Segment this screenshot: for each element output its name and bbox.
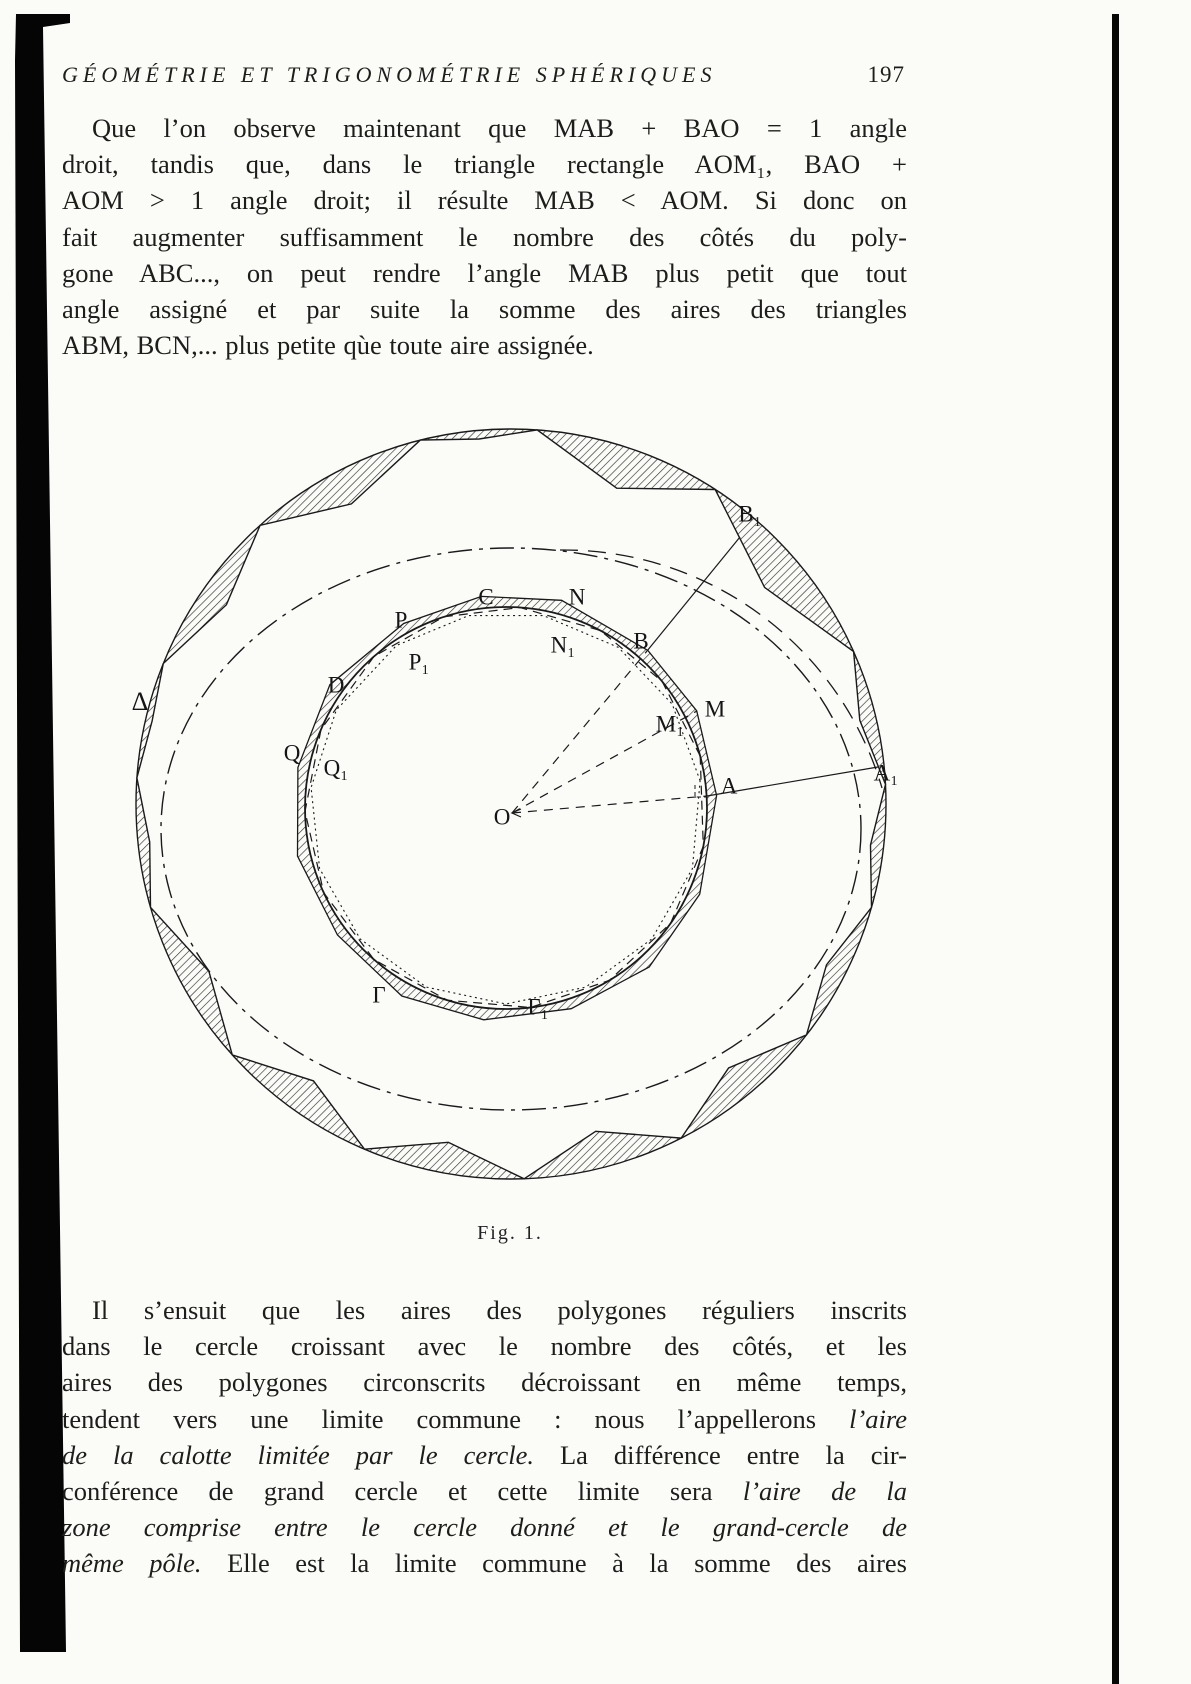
text-line xyxy=(62,110,907,146)
figure-label-C: C xyxy=(478,584,494,610)
text-segment: Elle est la limite commune à la somme des aires xyxy=(201,1548,907,1579)
page-number: 197 xyxy=(867,62,905,87)
text-segment: Que l’on observe maintenant que MAB + BAO = 1 angle xyxy=(92,113,907,143)
text-line xyxy=(62,1545,907,1581)
figure-caption: Fig. 1. xyxy=(477,1222,543,1244)
figure-label-A: A xyxy=(720,773,738,799)
text-segment: tendent vers une limite commune : nous l’appellerons xyxy=(62,1403,850,1434)
text-line xyxy=(62,219,907,255)
text-segment: fait augmenter suffisamment le nombre des côtés du poly- xyxy=(62,221,907,252)
text-line xyxy=(62,1292,907,1328)
text-segment: l’aire de la xyxy=(742,1476,908,1507)
text-segment: ABM, BCN,... plus petite qùe toute aire assignée. xyxy=(62,330,594,361)
figure-label-N1: N₁ xyxy=(550,632,576,658)
text-line xyxy=(62,255,907,291)
text-line xyxy=(62,1401,907,1437)
text-line xyxy=(62,1473,907,1509)
paragraph-2 xyxy=(62,1292,907,1582)
figure-label-N: N xyxy=(568,584,586,610)
figure-label-M: M xyxy=(704,696,726,722)
text-line xyxy=(62,1437,907,1473)
figure-label-B: B xyxy=(633,628,649,654)
text-segment: aires des polygones circonscrits décroissant en même temps, xyxy=(62,1367,907,1398)
text-segment: droit, tandis que, dans le triangle rectangle AOM₁, BAO + xyxy=(62,149,907,180)
text-line xyxy=(62,1364,907,1400)
text-segment: angle assigné et par suite la somme des aires des triangles xyxy=(62,294,907,325)
figure-1 xyxy=(110,415,910,1260)
text-segment: zone comprise entre le cercle donné et le grand-cercle de xyxy=(62,1512,907,1543)
text-line xyxy=(62,182,907,218)
text-segment: La différence entre la cir- xyxy=(533,1439,907,1470)
text-line xyxy=(62,1509,907,1545)
text-segment: même pôle. xyxy=(62,1548,202,1579)
scan-artifact-right-bar xyxy=(1112,14,1119,1684)
figure-label-Gamma: Γ xyxy=(372,982,386,1008)
text-line xyxy=(62,291,907,327)
text-segment: gone ABC..., on peut rendre l’angle MAB plus petit que tout xyxy=(62,257,907,288)
text-segment: dans le cercle croissant avec le nombre des côtés, et les xyxy=(62,1331,907,1362)
figure-label-B1: B₁ xyxy=(738,501,762,527)
text-segment: de la calotte limitée par le cercle. xyxy=(62,1439,534,1470)
figure-label-delta: Δ xyxy=(131,687,149,716)
running-title: GÉOMÉTRIE ET TRIGONOMÉTRIE SPHÉRIQUES xyxy=(62,62,717,87)
figure-label-A1: A₁ xyxy=(873,760,899,786)
text-segment: l’aire xyxy=(849,1403,907,1434)
text-segment: conférence de grand cercle et cette limite sera xyxy=(62,1476,743,1507)
figure-label-P1: P₁ xyxy=(408,649,430,675)
figure-label-M1: M₁ xyxy=(655,711,685,737)
text-line xyxy=(62,1328,907,1364)
figure-label-Q1: Q₁ xyxy=(323,755,349,781)
page-header xyxy=(62,62,905,88)
figure-label-Q: Q xyxy=(283,740,301,766)
figure-label-O: O xyxy=(493,804,511,830)
text-line xyxy=(62,327,907,363)
text-segment: Il s’ensuit que les aires des polygones réguliers inscrits xyxy=(92,1295,907,1325)
text-segment: AOM > 1 angle droit; il résulte MAB < AOM. Si donc on xyxy=(62,185,907,216)
figure-label-D: D xyxy=(327,672,345,698)
text-line xyxy=(62,146,907,182)
figure-label-Gamma1: Γ₁ xyxy=(527,994,549,1020)
figure-label-P: P xyxy=(394,607,408,633)
paragraph-1 xyxy=(62,110,907,363)
